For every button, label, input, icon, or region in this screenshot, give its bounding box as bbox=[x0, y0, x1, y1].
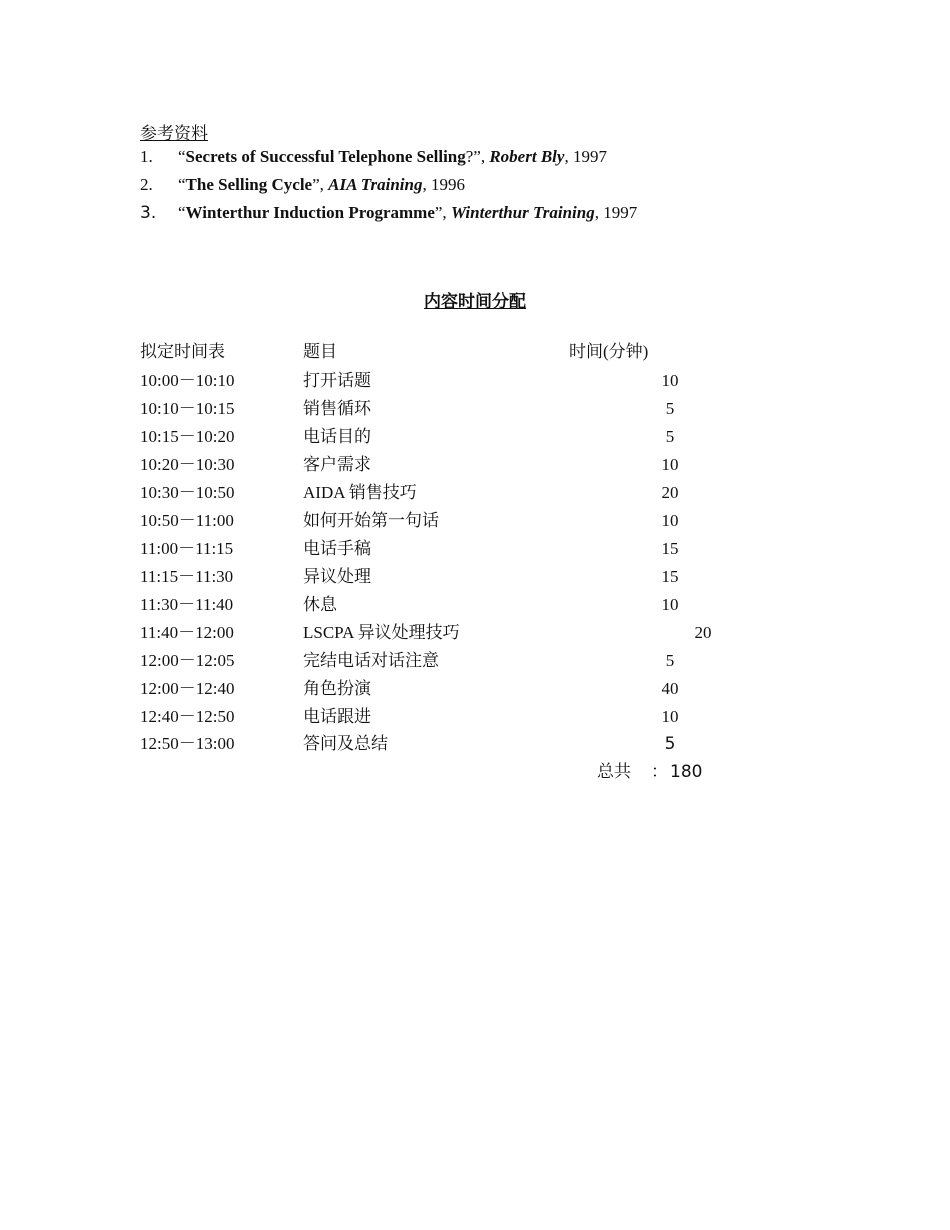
schedule-heading: 内容时间分配 bbox=[424, 292, 526, 311]
row-minutes: 10 bbox=[661, 455, 679, 474]
reference-title-close: ”, bbox=[434, 203, 451, 222]
row-minutes: 10 bbox=[661, 371, 679, 390]
open-quote: “ bbox=[178, 175, 186, 194]
row-topic: LSCPA 异议处理技巧 bbox=[303, 623, 460, 642]
reference-title: Secrets of Successful Telephone Selling bbox=[185, 147, 466, 166]
row-time: 12:40－12:50 bbox=[140, 707, 235, 726]
row-minutes: 20 bbox=[694, 623, 712, 642]
row-topic: 打开话题 bbox=[303, 371, 371, 390]
row-topic: 角色扮演 bbox=[303, 679, 371, 698]
row-time: 12:50－13:00 bbox=[140, 734, 235, 753]
reference-number: 1. bbox=[140, 147, 153, 166]
row-time: 10:30－10:50 bbox=[140, 483, 235, 502]
row-time: 11:30－11:40 bbox=[140, 595, 234, 614]
row-time: 12:00－12:05 bbox=[140, 651, 235, 670]
row-minutes: 5 bbox=[664, 734, 676, 754]
column-header-minutes: 时间(分钟) bbox=[569, 342, 649, 361]
row-minutes: 5 bbox=[665, 427, 675, 446]
total-value: 180 bbox=[670, 762, 703, 782]
row-topic: AIDA 销售技巧 bbox=[303, 483, 417, 502]
reference-author: Winterthur Training bbox=[450, 203, 595, 222]
references-heading: 参考资料 bbox=[140, 124, 208, 143]
row-minutes: 20 bbox=[661, 483, 679, 502]
row-minutes: 5 bbox=[665, 651, 675, 670]
row-minutes: 10 bbox=[661, 595, 679, 614]
reference-year: , 1997 bbox=[564, 147, 607, 166]
column-header-topic: 题目 bbox=[303, 342, 337, 361]
row-time: 10:50－11:00 bbox=[140, 511, 234, 530]
row-topic: 如何开始第一句话 bbox=[303, 511, 439, 530]
row-time: 10:00－10:10 bbox=[140, 371, 235, 390]
row-topic: 客户需求 bbox=[303, 455, 371, 474]
reference-item bbox=[140, 201, 637, 225]
row-minutes: 5 bbox=[665, 399, 675, 418]
row-topic: 异议处理 bbox=[303, 567, 371, 586]
reference-title: The Selling Cycle bbox=[185, 175, 313, 194]
row-time: 11:00－11:15 bbox=[140, 539, 234, 558]
reference-title-close: ?”, bbox=[465, 147, 490, 166]
reference-item bbox=[140, 145, 607, 169]
row-minutes: 15 bbox=[661, 567, 679, 586]
row-minutes: 15 bbox=[661, 539, 679, 558]
row-topic: 销售循环 bbox=[303, 399, 371, 418]
row-topic: 电话手稿 bbox=[303, 539, 371, 558]
open-quote: “ bbox=[178, 147, 186, 166]
reference-number: 2. bbox=[140, 175, 153, 194]
total-separator: ： bbox=[651, 762, 668, 781]
row-topic: 电话跟进 bbox=[303, 707, 371, 726]
row-time: 10:15－10:20 bbox=[140, 427, 235, 446]
row-time: 11:15－11:30 bbox=[140, 567, 234, 586]
reference-author: AIA Training bbox=[328, 175, 423, 194]
reference-number: 3. bbox=[140, 203, 157, 223]
row-minutes: 10 bbox=[661, 707, 679, 726]
row-time: 12:00－12:40 bbox=[140, 679, 235, 698]
reference-author: Robert Bly bbox=[489, 147, 565, 166]
reference-title-close: ”, bbox=[312, 175, 329, 194]
row-time: 10:20－10:30 bbox=[140, 455, 235, 474]
total-label: 总共 bbox=[597, 762, 631, 781]
row-topic: 电话目的 bbox=[303, 427, 371, 446]
row-topic: 休息 bbox=[303, 595, 337, 614]
row-time: 10:10－10:15 bbox=[140, 399, 235, 418]
column-header-time: 拟定时间表 bbox=[140, 342, 225, 361]
reference-title: Winterthur Induction Programme bbox=[185, 203, 435, 222]
row-minutes: 10 bbox=[661, 511, 679, 530]
row-time: 11:40－12:00 bbox=[140, 623, 234, 642]
reference-year: , 1996 bbox=[422, 175, 465, 194]
row-topic: 答问及总结 bbox=[303, 734, 388, 753]
reference-item bbox=[140, 173, 465, 197]
row-minutes: 40 bbox=[661, 679, 679, 698]
row-topic: 完结电话对话注意 bbox=[303, 651, 439, 670]
reference-year: , 1997 bbox=[594, 203, 638, 222]
open-quote: “ bbox=[178, 203, 186, 222]
